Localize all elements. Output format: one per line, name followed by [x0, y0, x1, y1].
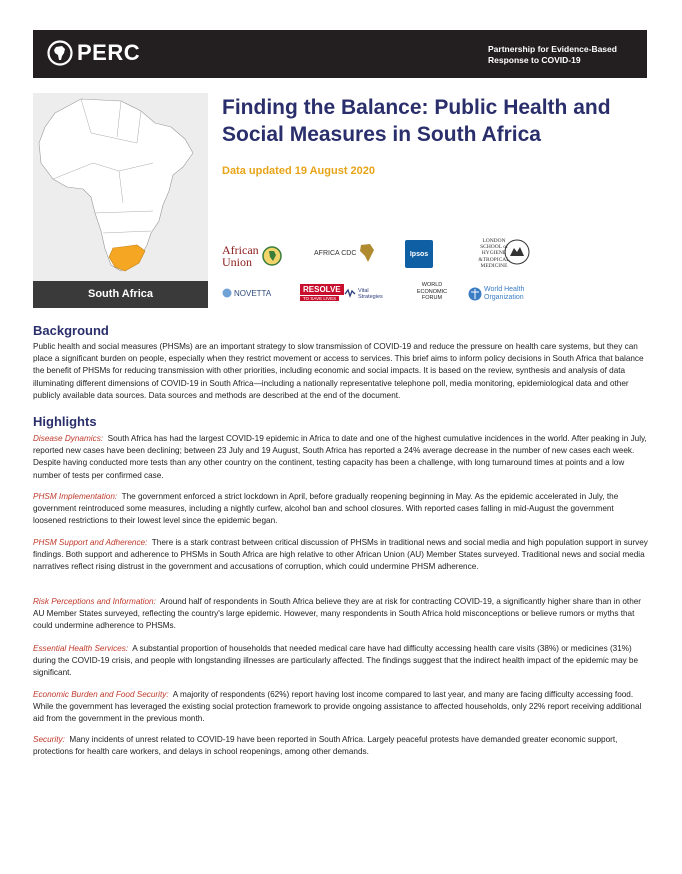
- africa-map: [33, 93, 208, 308]
- highlight-phsm-implementation: [33, 491, 648, 528]
- highlight-text: There is a stark contrast between critical discussion of PHSMs in traditional news and social media and high population support in survey findings. Both support and adherence to PHSMs in South Africa are high relative to other African Union (AU) Member States surveyed. Traditional news and social media narratives reflect rising distrust in the government and accusations of corruption, which could undermine PHSM adherence.: [33, 538, 648, 572]
- highlight-label: Economic Burden and Food Security:: [33, 690, 169, 699]
- highlight-label: Security:: [33, 735, 65, 744]
- highlights-heading: Highlights: [33, 414, 97, 429]
- world-economic-forum-logo: WORLD ECONOMIC FORUM: [416, 282, 448, 301]
- resolve-to-save-lives-logo: RESOLVE TO SAVE LIVES: [300, 284, 344, 301]
- vital-strategies-mark-icon: [344, 288, 356, 300]
- highlight-label: PHSM Support and Adherence:: [33, 538, 148, 547]
- data-updated-date: Data updated 19 August 2020: [222, 165, 376, 177]
- highlight-text: The government enforced a strict lockdown in April, before gradually reopening beginning in May. As the epidemic accelerated in July, the government reintroduced some measures, including a nightly curfew, alcohol ban and school closures. With reported cases falling in mid-August the government loosened restrictions to their lowest level since the epidemic began.: [33, 492, 619, 526]
- highlight-economic-burden: [33, 689, 648, 726]
- highlight-label: PHSM Implementation:: [33, 492, 118, 501]
- highlight-label: Risk Perceptions and Information:: [33, 597, 156, 606]
- partner-logos: [222, 236, 642, 308]
- page-title: Finding the Balance: Public Health and Social Measures in South Africa: [222, 96, 611, 146]
- highlight-text: South Africa has had the largest COVID-19 epidemic in Africa to date and one of the highest cumulative incidences in the world. After peaking in July, reported new cases have been declining; between 23 July and 19 August, South Africa has reported a 24% average decrease in the number of new cases each week. Despite having conducted more tests than any other country on the continent, testing capacity has been a challenge, with long turnaround times at points and a low number of tests per confirmed case.: [33, 434, 647, 480]
- who-emblem-icon: [468, 287, 482, 301]
- highlight-disease-dynamics: [33, 433, 648, 482]
- perc-logo: [47, 40, 140, 66]
- africa-cdc-emblem-icon: [358, 242, 376, 264]
- globe-africa-icon: [47, 40, 73, 66]
- highlight-risk-perceptions: [33, 596, 648, 633]
- highlight-phsm-support: [33, 537, 648, 574]
- highlight-label: Essential Health Services:: [33, 644, 129, 653]
- highlight-text: A majority of respondents (62%) report having lost income compared to last year, and many are facing difficulty accessing food. While the government has leveraged the existing social protection framework to provide ongoing assistance to affected households, only 22% report receiving additional aid from the government in the previous month.: [33, 690, 642, 724]
- novetta-mark-icon: [222, 288, 232, 298]
- vital-strategies-logo: Vital Strategies: [344, 288, 383, 300]
- who-logo: World Health Organization: [468, 286, 524, 302]
- african-union-logo: African Union: [222, 244, 282, 268]
- africa-map-graphic: [33, 93, 208, 283]
- novetta-logo: NOVETTA: [222, 288, 271, 298]
- header-bar: [33, 30, 647, 78]
- highlight-essential-health: [33, 643, 648, 680]
- au-emblem-icon: [262, 245, 282, 267]
- background-text: Public health and social measures (PHSMs) are an important strategy to slow transmission of COVID-19 and reduce the pressure on health care systems, but they can place a significant burden on people, especially when they restrict movement or access to services. This brief aims to inform policy decisions in South Africa that balance the benefit of PHSMs for reducing transmission with other priorities, including economic and social impacts. It is based on the review, synthesis and analysis of data illuminating different dimensions of COVID-19 in South Africa—including a nationally representative telephone poll, media monitoring, epidemiological data and other publicly available data sources. Data sources and methods are described at the end of the document.: [33, 342, 644, 400]
- highlight-text: Around half of respondents in South Africa believe they are at risk for contracting COVID-19, a significantly higher share than in other AU Member States surveyed, reflecting the country's large epidemic. However, many respondents in South Africa hold misconceptions or believe rumors or myths that could undermine adherence to PHSMs.: [33, 597, 642, 631]
- partnership-tagline: Partnership for Evidence-Based Response to COVID-19: [488, 44, 617, 65]
- lshtm-crest-icon: [504, 238, 530, 266]
- country-label: South Africa: [33, 281, 208, 308]
- africa-cdc-logo: AFRICA CDC: [314, 242, 376, 264]
- background-heading: Background: [33, 323, 109, 338]
- highlight-label: Disease Dynamics:: [33, 434, 104, 443]
- perc-wordmark: PERC: [77, 40, 141, 65]
- ipsos-logo: Ipsos: [405, 240, 433, 268]
- highlight-security: [33, 734, 648, 758]
- highlight-text: A substantial proportion of households that needed medical care have had difficulty accessing health care visits (38%) or medicines (31%) during the COVID-19 crisis, and people with longstanding illnesses are particularly affected. The findings suggest that the indirect health impact of the epidemic may be significant.: [33, 644, 638, 678]
- lshtm-logo: LONDON SCHOOL of HYGIENE &TROPICAL MEDICINE: [478, 238, 510, 269]
- highlight-text: Many incidents of unrest related to COVID-19 have been reported in South Africa. Largely peaceful protests have demanded greater economic support, protections for health care workers, and delays in school reopenings, among other demands.: [33, 735, 618, 757]
